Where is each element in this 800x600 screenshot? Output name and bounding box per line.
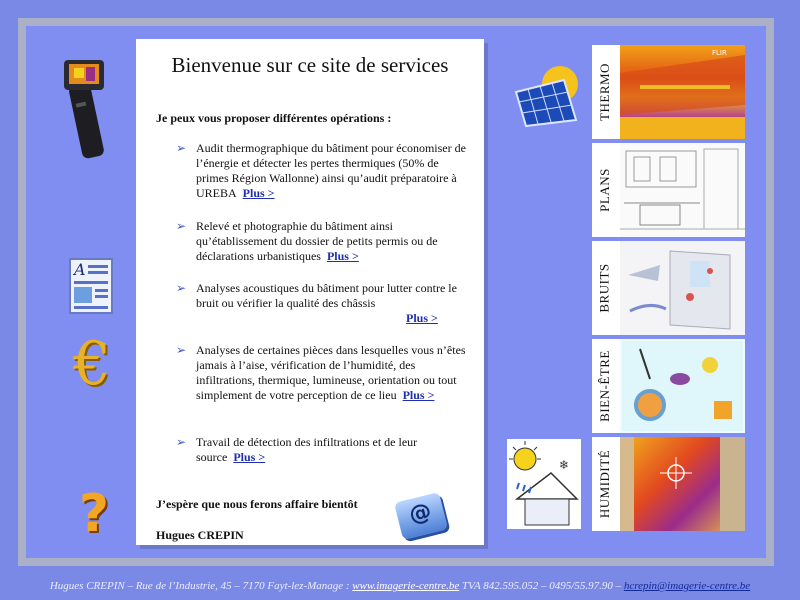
svg-text:❄: ❄ xyxy=(559,458,570,472)
page-title: Bienvenue sur ce site de services xyxy=(171,53,449,77)
service-text: Analyses acoustiques du bâtiment pour lutter contre le bruit ou vérifier la qualité des châssis xyxy=(196,281,457,310)
weather-house-icon xyxy=(507,439,581,529)
solar-panel-icon xyxy=(510,62,582,128)
service-text: Audit thermographique du bâtiment pour économiser de l’énergie et détecter les pertes thermiques (50% de primes Région Wallonne) ainsi qu’audit préparatoire à UREBA xyxy=(196,141,466,200)
panel-label-thermo: THERMO xyxy=(597,63,613,121)
service-text: Travail de détection des infiltrations et de leur source xyxy=(196,435,418,464)
service-item-thermography xyxy=(176,141,466,205)
panel-label-humidite: HUMIDITÉ xyxy=(597,449,613,519)
thermal-image xyxy=(620,45,745,139)
panel-thermo[interactable] xyxy=(592,45,745,139)
footer-website-link[interactable]: www.imagerie-centre.be xyxy=(352,580,460,592)
panel-bien-etre[interactable] xyxy=(592,339,745,433)
content-panel xyxy=(136,39,484,545)
panel-plans[interactable] xyxy=(592,143,745,237)
plus-link-thermo[interactable]: Plus > xyxy=(242,186,275,200)
flir-badge: FLIR xyxy=(712,49,727,57)
document-icon xyxy=(68,257,114,315)
signature: Hugues CREPIN xyxy=(156,528,244,542)
footer-vat-phone: TVA 842.595.052 – 0495/55.97.90 – xyxy=(459,580,624,592)
arrow-bullet-icon: ➢ xyxy=(176,281,187,295)
footer-email-link[interactable]: hcrepin@imagerie-centre.be xyxy=(623,580,751,592)
wellbeing-image xyxy=(620,339,745,433)
panel-label-plans: PLANS xyxy=(597,168,612,212)
svg-text:A: A xyxy=(74,260,86,279)
panel-bruits[interactable] xyxy=(592,241,745,335)
thermal-camera-icon xyxy=(60,54,110,164)
at-symbol: @ xyxy=(406,498,435,529)
service-item-plans xyxy=(176,219,466,267)
plus-link-infiltrations[interactable]: Plus > xyxy=(233,450,266,464)
arrow-bullet-icon: ➢ xyxy=(176,343,187,357)
question-icon[interactable]: ? xyxy=(78,484,110,544)
euro-icon: € xyxy=(72,329,112,399)
service-item-wellbeing xyxy=(176,343,466,423)
footer-address: Hugues CREPIN – Rue de l’Industrie, 45 – 7170 Fayt-lez-Manage : xyxy=(49,580,353,592)
plans-image xyxy=(620,143,745,237)
intro-text: Je peux vous proposer différentes opérations : xyxy=(156,111,392,125)
service-text: Analyses de certaines pièces dans lesquelles vous n’êtes jamais à l’aise, vérification de l’humidité, des infiltrations, thermique, lumineuse, orientation ou tout simplement de votre perception de ce lieu xyxy=(196,343,466,402)
panel-label-bien-etre: BIEN-ÊTRE xyxy=(597,350,612,422)
arrow-bullet-icon: ➢ xyxy=(176,219,187,233)
panel-label-bruits: BRUITS xyxy=(597,263,613,313)
service-item-acoustics xyxy=(176,281,466,329)
footer xyxy=(0,576,800,600)
plus-link-wellbeing[interactable]: Plus > xyxy=(402,388,435,402)
closing-text: J’espère que nous ferons affaire bientôt xyxy=(156,497,358,511)
service-item-infiltrations xyxy=(176,435,466,467)
service-text: Relevé et photographie du bâtiment ainsi qu’établissement du dossier de petits permis ou de déclarations urbanistiques xyxy=(196,219,438,263)
arrow-bullet-icon: ➢ xyxy=(176,141,187,155)
plus-link-acoustics[interactable]: Plus > xyxy=(406,311,438,325)
noise-image xyxy=(620,241,745,335)
email-icon[interactable] xyxy=(394,492,448,540)
humidity-thermal-image xyxy=(620,437,745,531)
plus-link-plans[interactable]: Plus > xyxy=(326,249,359,263)
panel-humidite[interactable] xyxy=(592,437,745,531)
arrow-bullet-icon: ➢ xyxy=(176,435,187,449)
